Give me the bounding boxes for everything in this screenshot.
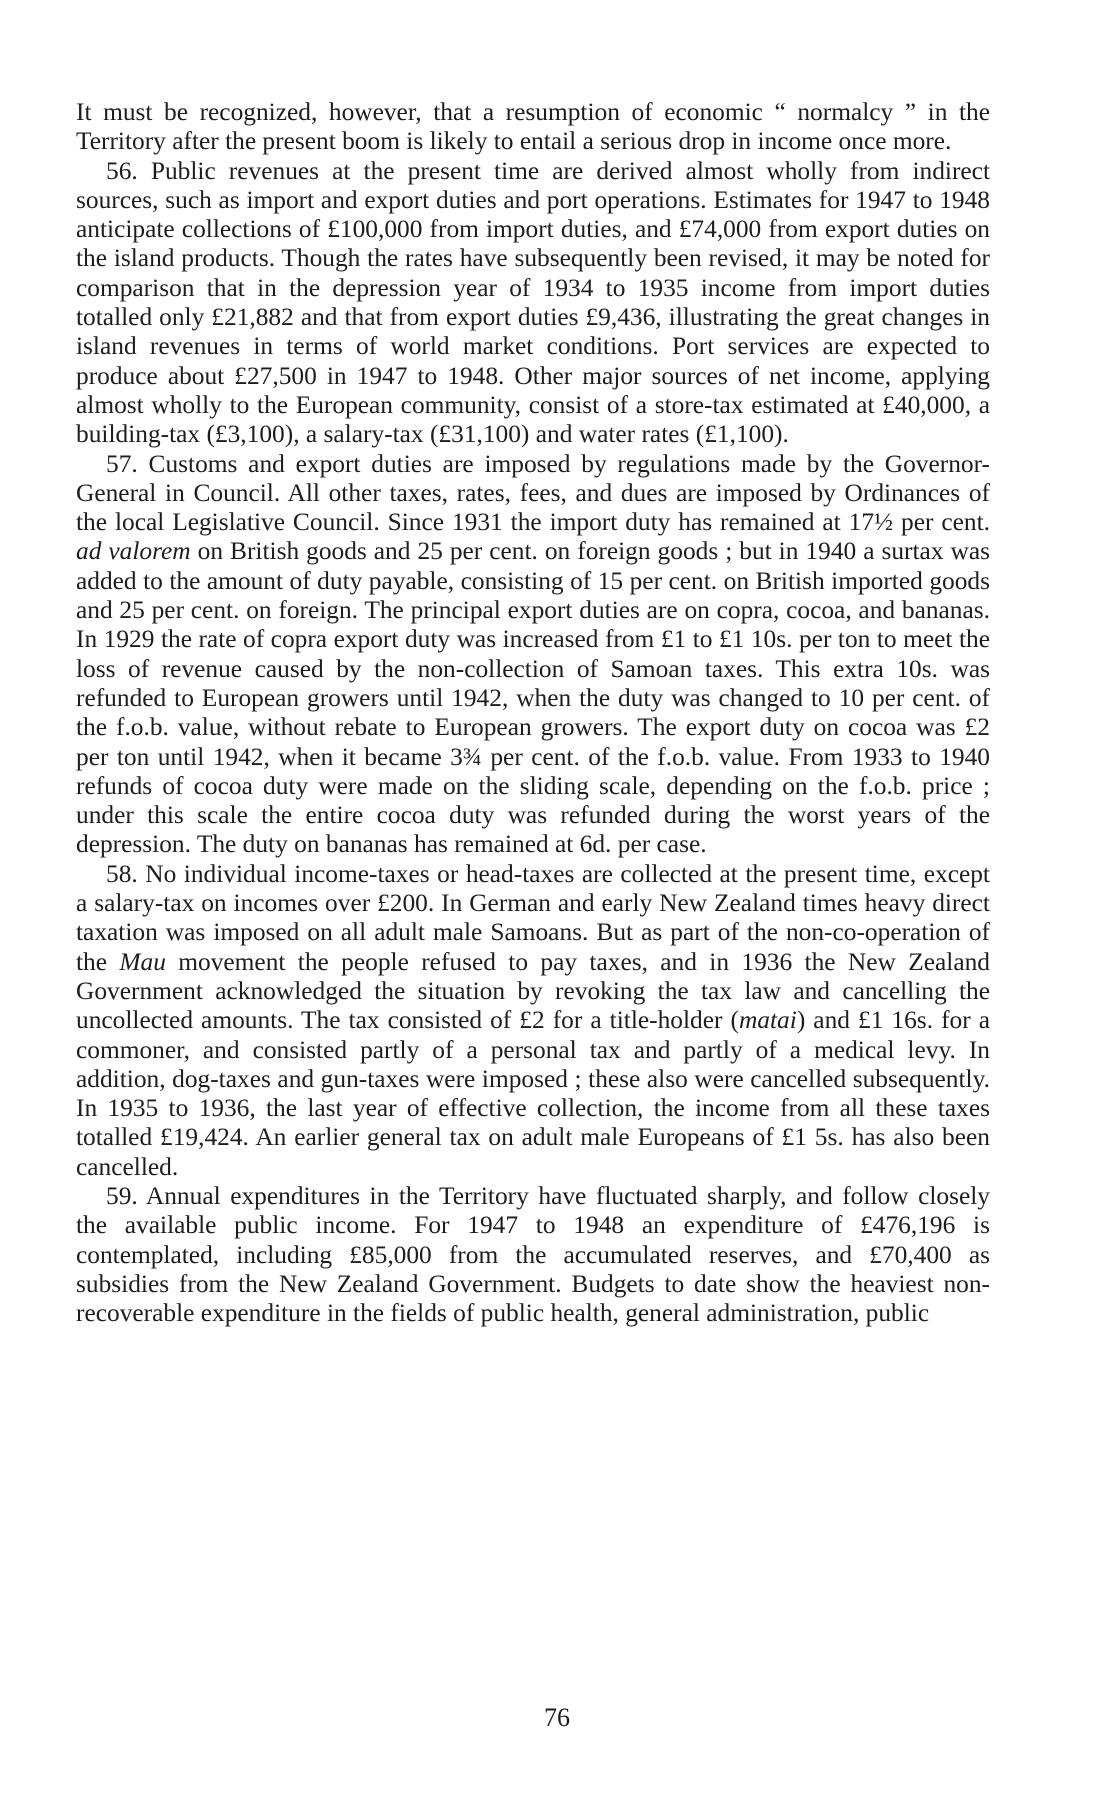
page-number: 76 [544, 1703, 570, 1732]
italic-term: Mau [119, 947, 166, 976]
paragraph-59 [76, 1182, 990, 1328]
text-run: on British goods and 25 per cent. on foreign goods ; but in 1940 a surtax was added to the amount of duty payable, consisting of 15 per cent. on British imported goods and 25 per cent. on foreign. The principal export duties are on copra, cocoa, and bananas. In 1929 the rate of copra export duty was increased from £1 to £1 10s. per ton to meet the loss of revenue caused by the non-collection of Samoan taxes. This extra 10s. was refunded to European growers until 1942, when the duty was changed to 10 per cent. of the f.o.b. value, without rebate to European growers. The export duty on cocoa was £2 per ton until 1942, when it became 3¾ per cent. of the f.o.b. value. From 1933 to 1940 refunds of cocoa duty were made on the sliding scale, depending on the f.o.b. price ; under this scale the entire cocoa duty was refunded during the worst years of the depression. The duty on bananas has remained at 6d. per case. [76, 537, 990, 859]
italic-term: ad valorem [76, 537, 191, 566]
text-run: 58. No individual income-taxes or head-taxes are collected at the present time, except a salary-tax on incomes over £200. In German and early New Zealand times heavy direct taxation was imposed on all adult male Samoans. But as part of the non-co-operation of the [76, 859, 990, 976]
paragraph-56 [76, 157, 990, 450]
italic-term: matai [738, 1006, 797, 1035]
text-run: movement the people refused to pay taxes, and in 1936 the New Zealand Government acknowledged the situation by revoking the tax law and cancelling the uncollected amounts. The tax consisted of £2 for a title-holder ( [76, 947, 990, 1035]
paragraph-intro [76, 98, 990, 157]
text-run: It must be recognized, however, that a resumption of economic “ normalcy ” in the Territory after the present boom is likely to entail a serious drop in income once more. [76, 98, 990, 156]
paragraph-57 [76, 450, 990, 860]
text-run: ) and £1 16s. for a commoner, and consisted partly of a personal tax and partly of a medical levy. In addition, dog-taxes and gun-taxes were imposed ; these also were cancelled subsequently. In 1935 to 1936, the last year of effective collection, the income from all these taxes totalled £19,424. An earlier general tax on adult male Europeans of £1 5s. has also been cancelled. [76, 1006, 990, 1181]
text-run: 59. Annual expenditures in the Territory have fluctuated sharply, and follow closely the available public income. For 1947 to 1948 an expenditure of £476,196 is contemplated, including £85,000 from the accumulated reserves, and £70,400 as subsidies from the New Zealand Government. Budgets to date show the heaviest non-recoverable expenditure in the fields of public health, general administration, public [76, 1181, 990, 1328]
page-body [76, 98, 990, 1328]
paragraph-58 [76, 860, 990, 1182]
text-run: 57. Customs and export duties are imposed by regulations made by the Governor-General in Council. All other taxes, rates, fees, and dues are imposed by Ordinances of the local Legislative Council. Since 1931 the import duty has remained at 17½ per cent. [76, 449, 990, 537]
text-run: 56. Public revenues at the present time are derived almost wholly from indirect sources, such as import and export duties and port operations. Estimates for 1947 to 1948 anticipate collections of £100,000 from import duties, and £74,000 from export duties on the island products. Though the rates have subsequently been revised, it may be noted for comparison that in the depression year of 1934 to 1935 income from import duties totalled only £21,882 and that from export duties £9,436, illustrating the great changes in island revenues in terms of world market conditions. Port services are expected to produce about £27,500 in 1947 to 1948. Other major sources of net income, applying almost wholly to the European community, consist of a store-tax estimated at £40,000, a building-tax (£3,100), a salary-tax (£31,100) and water rates (£1,100). [76, 156, 990, 449]
